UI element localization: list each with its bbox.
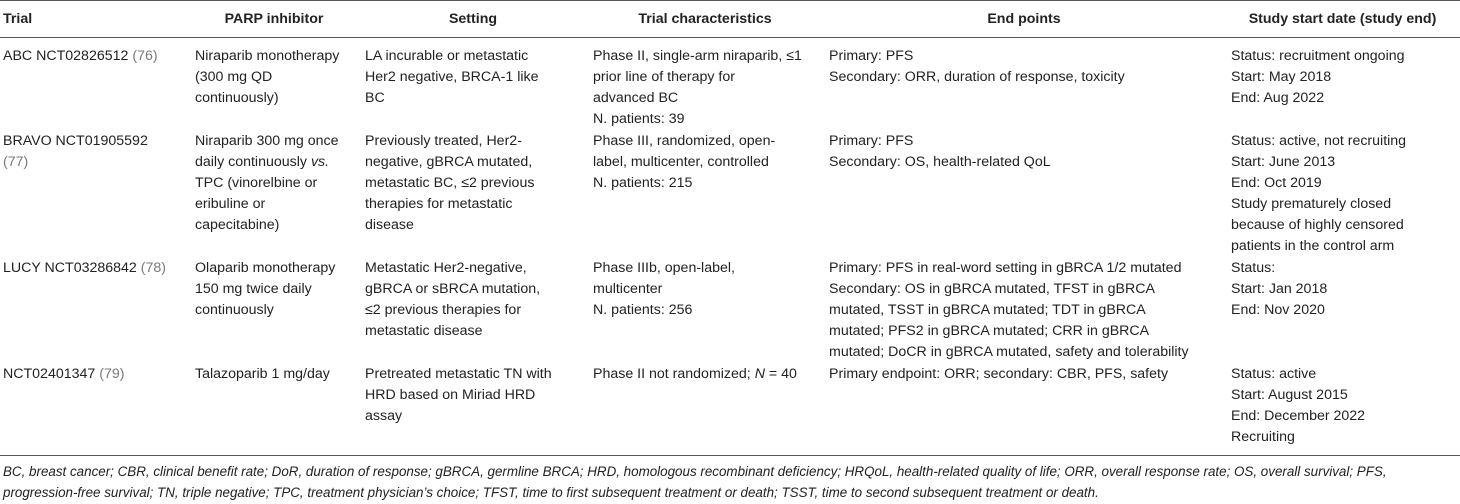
dates-cell — [1225, 257, 1460, 363]
reference-number: (77) — [3, 154, 29, 170]
setting-cell — [359, 363, 587, 456]
cell-line: BC — [365, 90, 385, 106]
characteristics-cell — [587, 38, 823, 131]
trial-id: ABC NCT02826512 — [3, 48, 133, 64]
cell-line: daily continuously vs. — [195, 154, 330, 170]
cell-line: Talazoparib 1 mg/day — [195, 366, 330, 382]
setting-cell — [359, 130, 587, 257]
trial-id: NCT02401347 — [3, 366, 100, 382]
cell-line: multicenter — [593, 281, 663, 297]
cell-line: End: December 2022 — [1231, 408, 1366, 424]
setting-cell — [359, 257, 587, 363]
cell-line: LA incurable or metastatic — [365, 48, 529, 64]
cell-line: metastatic BC, ≤2 previous — [365, 175, 535, 191]
cell-line: Start: Jan 2018 — [1231, 281, 1328, 297]
setting-cell — [359, 38, 587, 131]
table-row — [0, 38, 1460, 131]
header-row — [0, 1, 1460, 38]
cell-line: Status: — [1231, 260, 1276, 276]
dates-cell — [1225, 38, 1460, 131]
italic-text: vs. — [310, 154, 330, 170]
cell-line: Status: active — [1231, 366, 1317, 382]
cell-line: eribuline or — [195, 196, 266, 212]
header-trial: Trial — [0, 1, 189, 38]
trial-id: BRAVO NCT01905592 — [3, 133, 148, 149]
trial-id: LUCY NCT03286842 — [3, 260, 141, 276]
dates-cell — [1225, 363, 1460, 456]
cell-line: mutated; PFS2 in gBRCA mutated; CRR in gBRCA — [829, 323, 1150, 339]
cell-line: metastatic disease — [365, 323, 483, 339]
cell-line: Niraparib 300 mg once — [195, 133, 339, 149]
trial-cell — [0, 363, 189, 456]
cell-line: capecitabine) — [195, 217, 280, 233]
cell-line: gBRCA or sBRCA mutation, — [365, 281, 541, 297]
header-study-dates: Study start date (study end) — [1225, 1, 1460, 38]
dates-cell — [1225, 130, 1460, 257]
cell-line: disease — [365, 217, 414, 233]
cell-line: Primary: PFS — [829, 133, 914, 149]
characteristics-cell — [587, 363, 823, 456]
cell-line: Start: June 2013 — [1231, 154, 1336, 170]
endpoints-cell — [823, 257, 1225, 363]
cell-line: because of highly censored — [1231, 217, 1404, 233]
reference-number: (79) — [99, 366, 125, 382]
cell-line: Secondary: OS, health-related QoL — [829, 154, 1051, 170]
cell-line: therapies for metastatic — [365, 196, 513, 212]
table-row — [0, 363, 1460, 456]
parp-inhibitor-cell — [189, 130, 359, 257]
reference-number: (78) — [140, 260, 166, 276]
italic-text: N — [754, 366, 765, 382]
cell-line: Olaparib monotherapy — [195, 260, 336, 276]
parp-inhibitor-cell — [189, 363, 359, 456]
cell-line: patients in the control arm — [1231, 238, 1395, 254]
cell-line: label, multicenter, controlled — [593, 154, 769, 170]
cell-line: Pretreated metastatic TN with — [365, 366, 552, 382]
cell-line: negative, gBRCA mutated, — [365, 154, 533, 170]
trial-cell — [0, 257, 189, 363]
cell-line: Phase III, randomized, open- — [593, 133, 776, 149]
cell-line: Study prematurely closed — [1231, 196, 1392, 212]
cell-line: Start: August 2015 — [1231, 387, 1348, 403]
cell-line: Previously treated, Her2- — [365, 133, 522, 149]
cell-line: mutated; DoCR in gBRCA mutated, safety and tolerability — [829, 344, 1189, 360]
cell-line: TPC (vinorelbine or — [195, 175, 318, 191]
cell-line: Secondary: OS in gBRCA mutated, TFST in gBRCA — [829, 281, 1155, 297]
cell-line: Phase IIIb, open-label, — [593, 260, 735, 276]
table-row — [0, 130, 1460, 257]
header-parp-inhibitor: PARP inhibitor — [189, 1, 359, 38]
cell-line: N. patients: 39 — [593, 111, 685, 127]
cell-line: Phase II not randomized; N = 40 — [593, 366, 797, 382]
cell-line: mutated, TSST in gBRCA mutated; TDT in gBRCA — [829, 302, 1146, 318]
cell-line: prior line of therapy for — [593, 69, 735, 85]
cell-line: N. patients: 215 — [593, 175, 693, 191]
cell-line: Status: active, not recruiting — [1231, 133, 1407, 149]
cell-line: continuously) — [195, 90, 279, 106]
characteristics-cell — [587, 257, 823, 363]
cell-line: Recruiting — [1231, 429, 1295, 445]
table-footnote: BC, breast cancer; CBR, clinical benefit rate; DoR, duration of response; gBRCA, germline BRCA; HRD, homologous recombinant deficiency; HRQoL, health-related quality of life; ORR, overall response rate; OS, overall survival; PFS, progression-free survival; TN, triple negative; TPC, treatment physician’s choice; TFST, time to first subsequent treatment or death; TSST, time to second subsequent treatment or death. — [3, 464, 1387, 500]
cell-line: HRD based on Miriad HRD — [365, 387, 536, 403]
cell-line: Primary: PFS in real-word setting in gBRCA 1/2 mutated — [829, 260, 1182, 276]
cell-line: Niraparib monotherapy — [195, 48, 340, 64]
cell-line: End: Oct 2019 — [1231, 175, 1322, 191]
cell-line: End: Aug 2022 — [1231, 90, 1325, 106]
characteristics-cell — [587, 130, 823, 257]
cell-line: Metastatic Her2-negative, — [365, 260, 527, 276]
header-trial-characteristics: Trial characteristics — [587, 1, 823, 38]
cell-line: advanced BC — [593, 90, 679, 106]
cell-line: continuously — [195, 302, 274, 318]
cell-line: 150 mg twice daily — [195, 281, 312, 297]
cell-line: Status: recruitment ongoing — [1231, 48, 1405, 64]
cell-line: Primary endpoint: ORR; secondary: CBR, PFS, safety — [829, 366, 1169, 382]
trial-cell — [0, 130, 189, 257]
cell-line: Phase II, single-arm niraparib, ≤1 — [593, 48, 802, 64]
cell-line: (300 mg QD — [195, 69, 273, 85]
cell-line: assay — [365, 408, 403, 424]
trial-cell — [0, 38, 189, 131]
parp-inhibitor-cell — [189, 257, 359, 363]
endpoints-cell — [823, 363, 1225, 456]
cell-line: ≤2 previous therapies for — [365, 302, 522, 318]
cell-line: Primary: PFS — [829, 48, 914, 64]
parp-inhibitor-cell — [189, 38, 359, 131]
cell-line: End: Nov 2020 — [1231, 302, 1325, 318]
reference-number: (76) — [132, 48, 158, 64]
cell-line: Start: May 2018 — [1231, 69, 1332, 85]
endpoints-cell — [823, 130, 1225, 257]
header-end-points: End points — [823, 1, 1225, 38]
cell-line: Her2 negative, BRCA-1 like — [365, 69, 539, 85]
cell-line: Secondary: ORR, duration of response, toxicity — [829, 69, 1125, 85]
header-setting: Setting — [359, 1, 587, 38]
cell-line: N. patients: 256 — [593, 302, 693, 318]
endpoints-cell — [823, 38, 1225, 131]
table-row — [0, 257, 1460, 363]
